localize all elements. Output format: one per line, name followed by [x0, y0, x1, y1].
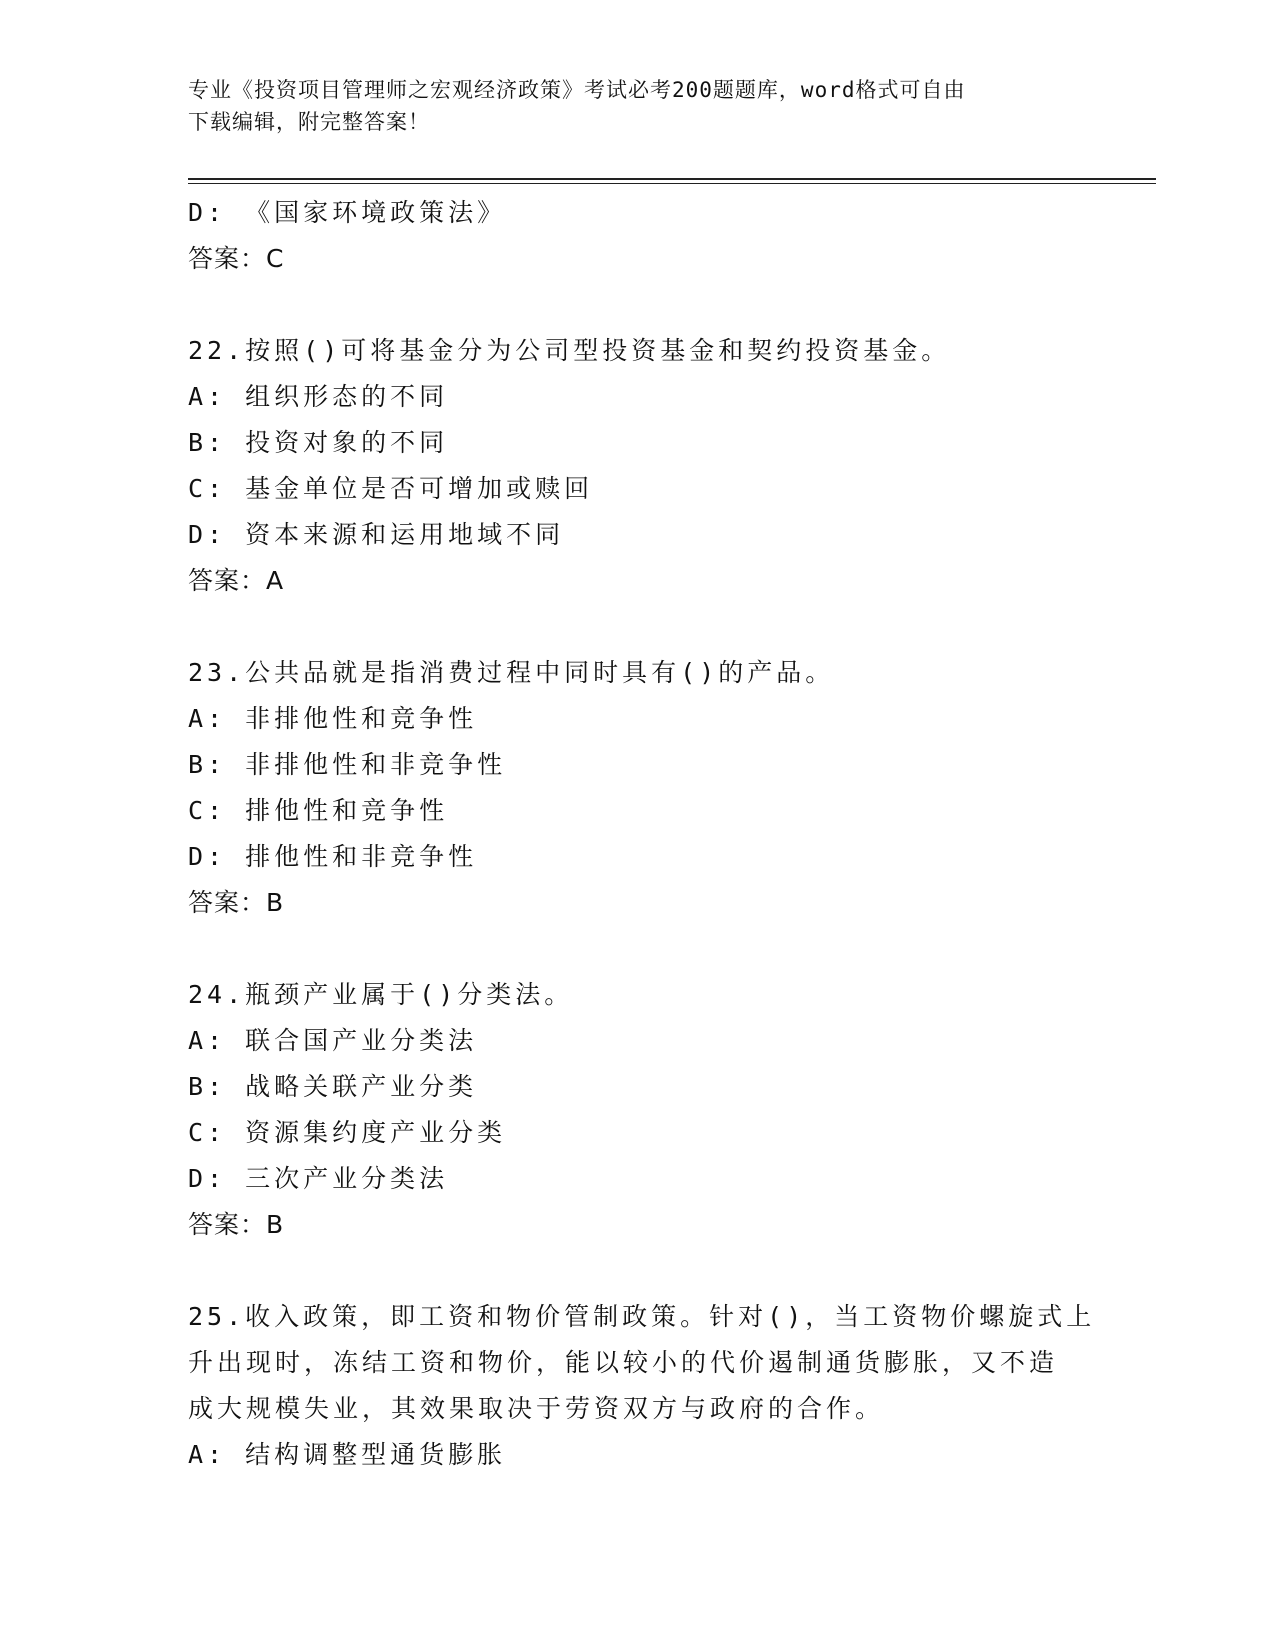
- option-d: D: 三次产业分类法: [188, 1164, 449, 1193]
- option-d: D: 排他性和非竞争性: [188, 842, 478, 871]
- option-c: C: 排他性和竞争性: [188, 796, 449, 825]
- option-b: B: 投资对象的不同: [188, 428, 449, 457]
- question-stem-line-2: 升出现时，冻结工资和物价，能以较小的代价遏制通货膨胀，又不造: [188, 1348, 1059, 1377]
- option-d: D: 《国家环境政策法》: [188, 198, 507, 227]
- question-stem-line-3: 成大规模失业，其效果取决于劳资双方与政府的合作。: [188, 1394, 885, 1423]
- question-24: [188, 972, 1088, 1248]
- document-header: [188, 74, 1088, 138]
- question-stem-line-1: 25.收入政策，即工资和物价管制政策。针对()，当工资物价螺旋式上: [188, 1302, 1096, 1331]
- spacer: [188, 1248, 1088, 1294]
- option-b: B: 战略关联产业分类: [188, 1072, 478, 1101]
- question-22: [188, 328, 1088, 604]
- answer-line: 答案：C: [188, 244, 285, 273]
- header-line-1: 专业《投资项目管理师之宏观经济政策》考试必考200题题库，word格式可自由: [188, 78, 966, 102]
- answer-line: 答案：B: [188, 1210, 285, 1239]
- answer-line: 答案：A: [188, 566, 285, 595]
- option-c: C: 基金单位是否可增加或赎回: [188, 474, 594, 503]
- option-a: A: 结构调整型通货膨胀: [188, 1440, 507, 1469]
- option-b: B: 非排他性和非竞争性: [188, 750, 507, 779]
- header-divider-thick: [188, 178, 1156, 180]
- answer-line: 答案：B: [188, 888, 285, 917]
- question-list: [188, 190, 1096, 1478]
- question-21-tail: [188, 190, 1088, 282]
- question-stem: 24.瓶颈产业属于()分类法。: [188, 980, 574, 1009]
- header-line-2: 下载编辑，附完整答案！: [188, 110, 430, 134]
- question-stem: 23.公共品就是指消费过程中同时具有()的产品。: [188, 658, 835, 687]
- header-divider-thin: [188, 183, 1156, 184]
- option-a: A: 组织形态的不同: [188, 382, 449, 411]
- spacer: [188, 282, 1088, 328]
- spacer: [188, 926, 1088, 972]
- question-23: [188, 650, 1088, 926]
- option-d: D: 资本来源和运用地域不同: [188, 520, 565, 549]
- option-c: C: 资源集约度产业分类: [188, 1118, 507, 1147]
- option-a: A: 非排他性和竞争性: [188, 704, 478, 733]
- question-25: [188, 1294, 1096, 1478]
- option-a: A: 联合国产业分类法: [188, 1026, 478, 1055]
- spacer: [188, 604, 1088, 650]
- question-stem: 22.按照()可将基金分为公司型投资基金和契约投资基金。: [188, 336, 951, 365]
